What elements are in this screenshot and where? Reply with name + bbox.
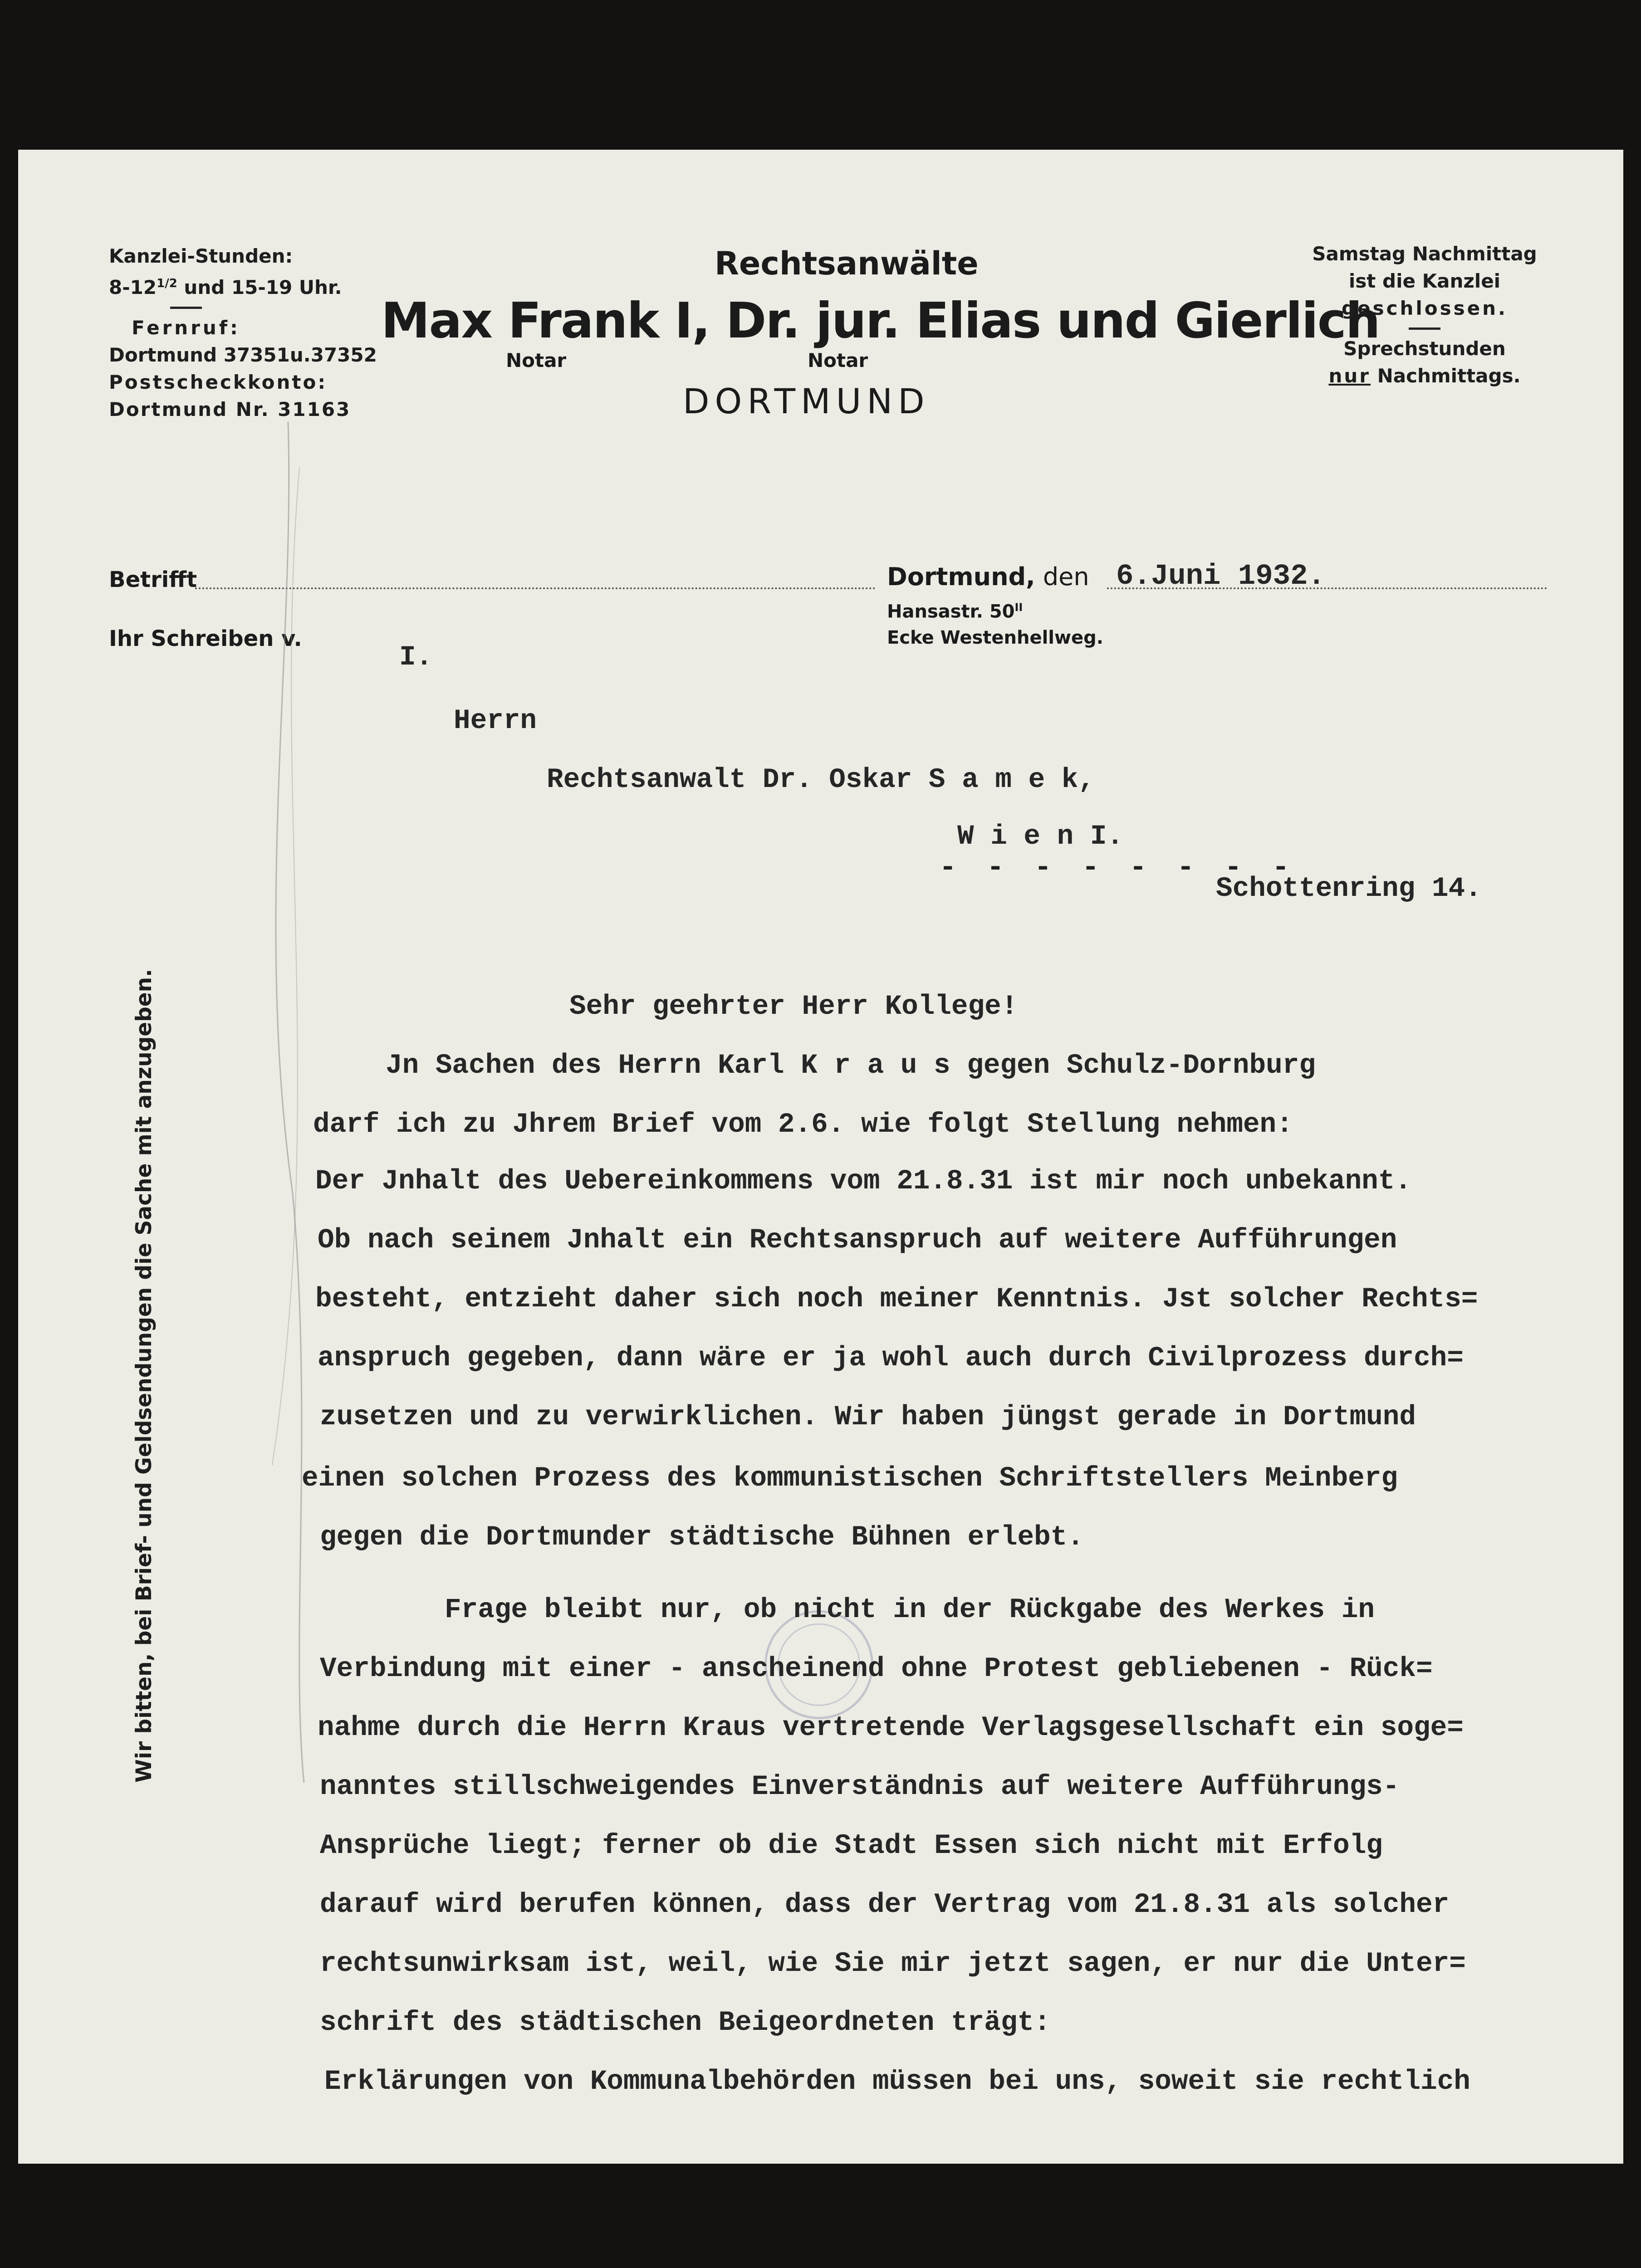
city-underline: - - - - - - - - bbox=[939, 852, 1296, 885]
closing-line-2: ist die Kanzlei bbox=[1348, 270, 1501, 292]
body-line: darf ich zu Jhrem Brief vom 2.6. wie folgt Stellung nehmen: bbox=[313, 1109, 1293, 1140]
body-line: Jn Sachen des Herrn Karl K r a u s gegen Schulz-Dornburg bbox=[386, 1050, 1316, 1081]
letter-date: 6.Juni 1932. bbox=[1116, 560, 1325, 593]
recipient-name: Rechtsanwalt Dr. Oskar S a m e k, bbox=[547, 764, 1095, 796]
ihr-schreiben-label: Ihr Schreiben v. bbox=[109, 626, 302, 651]
body-line: gegen die Dortmunder städtische Bühnen erlebt. bbox=[320, 1522, 1084, 1553]
body-line: nanntes stillschweigendes Einverständnis auf weitere Aufführungs- bbox=[320, 1771, 1400, 1803]
greeting: Sehr geehrter Herr Kollege! bbox=[569, 991, 1018, 1022]
office-hours-value: $8-12^{1/2}$ und 15-19 Uhr. bbox=[109, 276, 342, 298]
closing-line-1: Samstag Nachmittag bbox=[1312, 243, 1537, 265]
consult-line-2: nur Nachmittags. bbox=[1328, 365, 1521, 387]
postal-value: Dortmund Nr. 31163 bbox=[109, 398, 351, 420]
body-line: einen solchen Prozess des kommunistischen Schriftstellers Meinberg bbox=[302, 1463, 1398, 1494]
postal-label: Postscheckkonto: bbox=[109, 371, 328, 393]
body-line: anspruch gegeben, dann wäre er ja wohl auch durch Civilprozess durch= bbox=[318, 1343, 1464, 1374]
place-label: Dortmund, den bbox=[887, 562, 1089, 591]
city-heading: DORTMUND bbox=[683, 381, 930, 421]
body-line: Ob nach seinem Jnhalt ein Rechtsanspruch auf weitere Aufführungen bbox=[318, 1225, 1397, 1256]
body-line: zusetzen und zu verwirklichen. Wir haben jüngst gerade in Dortmund bbox=[320, 1402, 1416, 1433]
body-line: nahme durch die Herrn Kraus vertretende Verlagsgesellschaft ein soge= bbox=[318, 1712, 1464, 1744]
office-address: Hansastr. $50^{II}$ Ecke Westenhellweg. bbox=[887, 601, 1103, 649]
page-marker: I. bbox=[399, 642, 433, 673]
body-line: Der Jnhalt des Uebereinkommens vom 21.8.31 ist mir noch unbekannt. bbox=[315, 1166, 1411, 1197]
salutation-herrn: Herrn bbox=[454, 705, 537, 737]
body-line: besteht, entzieht daher sich noch meiner Kenntnis. Jst solcher Rechts= bbox=[315, 1284, 1478, 1315]
body-line: rechtsunwirksam ist, weil, wie Sie mir jetzt sagen, er nur die Unter= bbox=[320, 1948, 1466, 1980]
body-line: darauf wird berufen können, dass der Vertrag vom 21.8.31 als solcher bbox=[320, 1889, 1450, 1921]
body-line: Frage bleibt nur, ob nicht in der Rückgabe des Werkes in bbox=[445, 1594, 1375, 1626]
sidebar-note: Wir bitten, bei Brief- und Geldsendungen die Sache mit anzugeben. bbox=[132, 969, 157, 1783]
pencil-strokes bbox=[18, 150, 1623, 2164]
office-hours-label: Kanzlei-Stunden: bbox=[109, 245, 293, 267]
profession-heading: Rechtsanwälte bbox=[715, 245, 979, 282]
body-line: Verbindung mit einer - anscheinend ohne Protest gebliebenen - Rück= bbox=[320, 1653, 1433, 1685]
phone-label: Fernruf: bbox=[132, 317, 240, 339]
letter-page bbox=[18, 150, 1623, 2164]
recipient-street: Schottenring 14. bbox=[1216, 873, 1482, 904]
body-line: Erklärungen von Kommunalbehörden müssen bei uns, soweit sie rechtlich bbox=[324, 2066, 1470, 2097]
firm-name: Max Frank I, Dr. jur. Elias und Gierlich bbox=[381, 293, 1380, 349]
notar-label-1: Notar bbox=[506, 349, 567, 371]
recipient-city: W i e n I. bbox=[957, 821, 1124, 852]
betrifft-label: Betrifft bbox=[109, 567, 197, 592]
phone-value: Dortmund 37351u.37352 bbox=[109, 344, 377, 366]
closing-line-3: geschlossen. bbox=[1342, 297, 1508, 319]
body-line: schrift des städtischen Beigeordneten trägt: bbox=[320, 2007, 1051, 2038]
consult-line-1: Sprechstunden bbox=[1343, 337, 1506, 360]
notar-label-2: Notar bbox=[808, 349, 868, 371]
body-line: Ansprüche liegt; ferner ob die Stadt Essen sich nicht mit Erfolg bbox=[320, 1830, 1383, 1862]
